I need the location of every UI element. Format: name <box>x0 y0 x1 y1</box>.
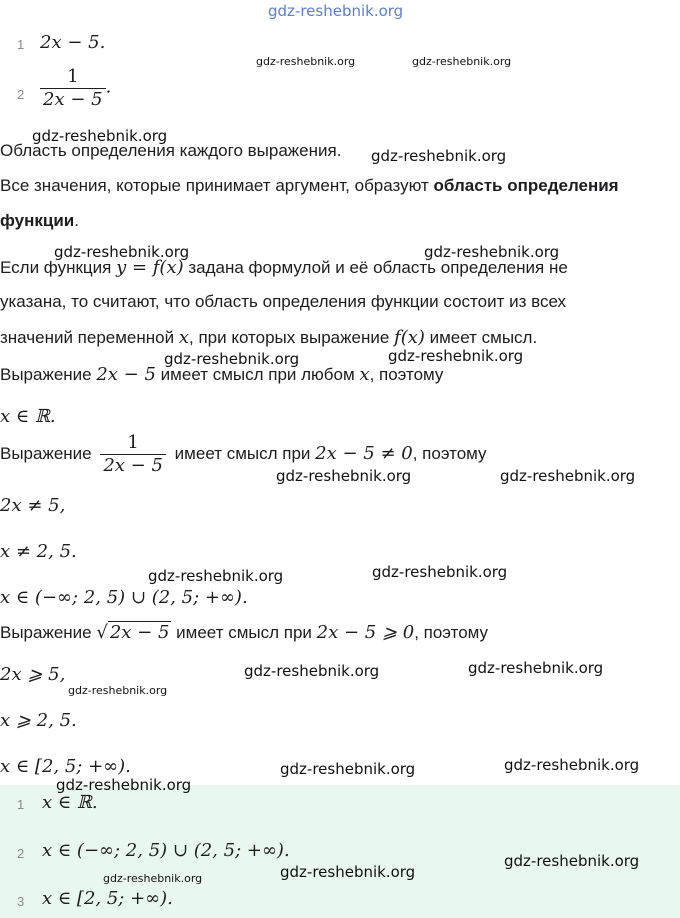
text: , поэтому <box>412 443 487 463</box>
watermark: gdz-reshebnik.org <box>280 863 416 881</box>
watermark: gdz-reshebnik.org <box>504 756 640 774</box>
answer-number: 1 <box>17 797 25 812</box>
expression-2 <box>40 66 111 111</box>
result-line: x ∈ ℝ. <box>0 406 56 427</box>
watermark: gdz-reshebnik.org <box>504 852 640 870</box>
text: Все значения, которые принимает аргумент, образуют <box>0 176 434 195</box>
math: 2x − 5 <box>96 364 156 385</box>
paragraph-all-values-line2 <box>0 211 79 231</box>
text: имеет смысл при <box>171 623 317 642</box>
watermark: gdz-reshebnik.org <box>164 350 300 368</box>
paragraph-if-line3 <box>0 327 537 349</box>
paragraph-if-line2: указана, то считают, что область определения функции состоит из всех <box>0 292 567 311</box>
watermark: gdz-reshebnik.org <box>244 662 380 680</box>
math: 2x − 5 ⩾ 0 <box>316 622 415 643</box>
text: значений переменной <box>0 328 179 347</box>
watermark: gdz-reshebnik.org <box>388 347 524 365</box>
paragraph-all-values <box>0 176 619 196</box>
text: . <box>74 211 79 230</box>
watermark: gdz-reshebnik.org <box>103 872 203 885</box>
list-number: 2 <box>17 87 25 102</box>
watermark: gdz-reshebnik.org <box>148 567 284 585</box>
paragraph-expr2 <box>0 432 487 477</box>
result-line: x ≠ 2, 5. <box>0 541 77 562</box>
watermark: gdz-reshebnik.org <box>424 243 560 261</box>
text: , поэтому <box>369 365 444 384</box>
text: Выражение <box>0 443 97 463</box>
watermark: gdz-reshebnik.org <box>276 467 412 485</box>
text: имеет смысл при любом <box>155 365 360 384</box>
text: имеет смысл. <box>424 328 538 347</box>
result-line: x ∈ [2, 5; +∞). <box>0 756 131 777</box>
fraction-numerator: 1 <box>127 432 139 453</box>
watermark: gdz-reshebnik.org <box>68 684 168 697</box>
text: Выражение <box>0 365 97 384</box>
answer-3: x ∈ [2, 5; +∞). <box>42 888 173 909</box>
math: f(x) <box>394 327 425 348</box>
text: , поэтому <box>414 623 489 642</box>
radicand: 2x − 5 <box>109 622 170 643</box>
fraction-numerator: 1 <box>67 66 79 87</box>
paragraph-if-line1 <box>0 257 568 279</box>
watermark: gdz-reshebnik.org <box>54 243 190 261</box>
text: Если функция <box>0 258 117 277</box>
list-number: 1 <box>17 37 25 52</box>
watermark: gdz-reshebnik.org <box>412 55 512 68</box>
watermark: gdz-reshebnik.org <box>280 760 416 778</box>
result-line: x ⩾ 2, 5. <box>0 710 77 731</box>
watermark: gdz-reshebnik.org <box>56 776 192 794</box>
answer-number: 2 <box>17 846 25 861</box>
math: 2x − 5 ≠ 0 <box>315 442 413 464</box>
answer-number: 3 <box>17 894 25 909</box>
punct: . <box>105 76 112 98</box>
bold-term: функции <box>0 211 75 230</box>
text: Выражение <box>0 623 97 642</box>
result-line: x ∈ (−∞; 2, 5) ∪ (2, 5; +∞). <box>0 587 248 608</box>
math: y = f(x) <box>116 257 184 278</box>
watermark: gdz-reshebnik.org <box>371 147 507 165</box>
expression-1: 2x − 5. <box>40 32 106 53</box>
watermark: gdz-reshebnik.org <box>372 563 508 581</box>
fraction-denominator: 2x − 5 <box>100 454 166 477</box>
watermark: gdz-reshebnik.org <box>468 659 604 677</box>
bold-term: область определения <box>433 176 619 195</box>
paragraph-domain-each: Область определения каждого выражения. <box>0 141 342 160</box>
answer-2: x ∈ (−∞; 2, 5) ∪ (2, 5; +∞). <box>42 840 290 861</box>
watermark: gdz-reshebnik.org <box>256 55 356 68</box>
answer-1: x ∈ ℝ. <box>42 792 98 813</box>
text: имеет смысл при <box>169 443 316 463</box>
watermark: gdz-reshebnik.org <box>32 127 168 145</box>
sqrt: √ 2x − 5 <box>96 622 170 643</box>
watermark: gdz-reshebnik.org <box>268 2 404 20</box>
fraction-denominator: 2x − 5 <box>40 88 106 111</box>
paragraph-expr1 <box>0 364 443 386</box>
math: x <box>359 364 370 385</box>
result-line: 2x ⩾ 5, <box>0 664 66 685</box>
watermark: gdz-reshebnik.org <box>500 467 636 485</box>
paragraph-expr3 <box>0 622 488 644</box>
math: x <box>178 327 189 348</box>
result-line: 2x ≠ 5, <box>0 495 66 516</box>
text: , при которых выражение <box>189 328 395 347</box>
text: задана формулой и её область определения не <box>183 258 568 277</box>
